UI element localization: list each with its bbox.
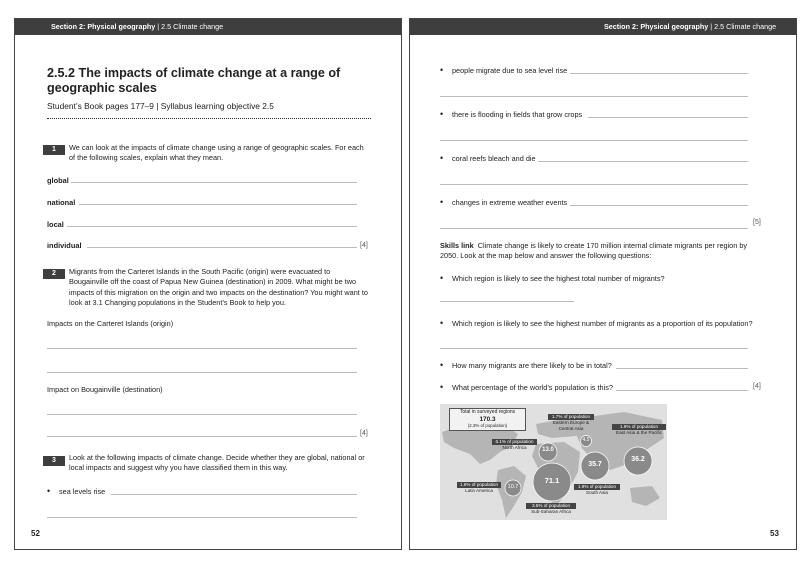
climate-migrants-map — [440, 404, 667, 520]
value-label: 36.2 — [631, 456, 645, 463]
scale-label-national: national — [47, 198, 76, 207]
impact-item: • people migrate due to sea level rise — [452, 66, 567, 75]
australia-shape — [630, 486, 660, 506]
impact-item: • coral reefs bleach and die — [452, 154, 536, 163]
value-label: 35.7 — [588, 461, 602, 468]
answer-line[interactable] — [588, 117, 748, 118]
header-section: Section 2: Physical geography | 2.5 Climate change — [604, 22, 777, 31]
skills-question: • Which region is likely to see the highest number of migrants as a proportion of its population? — [452, 319, 753, 328]
skills-link-label: Skills link — [440, 241, 474, 250]
header-section: Section 2: Physical geography | 2.5 Climate change — [51, 22, 224, 31]
marks-label: [4] — [360, 242, 368, 249]
question-3-text: Look at the following impacts of climate change. Decide whether they are global, national or local impacts and suggest why you have classified them in this way. — [69, 453, 365, 473]
answer-line[interactable] — [616, 390, 748, 391]
answer-line[interactable] — [47, 372, 357, 373]
skills-question: • What percentage of the world’s population is this? — [452, 383, 613, 392]
scale-label-local: local — [47, 220, 64, 229]
marks-label: [5] — [753, 219, 761, 226]
region-label-latin-america: 1.6% of population Latin America — [457, 482, 501, 494]
region-label-sub-saharan-africa: 3.5% of population Sub-Saharan Africa — [526, 503, 576, 515]
skills-question: • Which region is likely to see the highest total number of migrants? — [452, 274, 665, 283]
page-subtitle: Student’s Book pages 177–9 | Syllabus learning objective 2.5 — [47, 101, 274, 111]
answer-line[interactable] — [87, 247, 357, 248]
page-number: 53 — [770, 529, 779, 538]
impact-item: • changes in extreme weather events — [452, 198, 567, 207]
page-header — [410, 19, 796, 35]
region-label-north-africa: 6.1% of population North Africa — [492, 439, 537, 451]
origin-label: Impacts on the Carteret Islands (origin) — [47, 319, 174, 328]
value-label: 4.5 — [582, 437, 590, 443]
question-number-3: 3 — [43, 456, 65, 466]
question-number-2: 2 — [43, 269, 65, 279]
impact-item: • sea levels rise — [59, 487, 105, 496]
answer-line[interactable] — [111, 494, 357, 495]
page-header — [15, 19, 401, 35]
answer-line[interactable] — [67, 226, 357, 227]
left-page — [14, 18, 402, 550]
answer-line[interactable] — [47, 414, 357, 415]
answer-line[interactable] — [71, 182, 357, 183]
region-label-east-asia: 1.9% of population East Asia & the Pacific — [612, 424, 666, 436]
scale-label-individual: individual — [47, 241, 82, 250]
answer-line[interactable] — [616, 368, 748, 369]
skills-link-text: Skills link Climate change is likely to create 170 million internal climate migrants per region by 2050. Look at the map below and answer the following questions: — [440, 241, 748, 261]
destination-label: Impact on Bougainville (destination) — [47, 385, 163, 394]
value-label: 13.0 — [542, 447, 554, 453]
region-label-eastern-europe: 1.7% of population Eastern Europe & Central Asia — [548, 414, 594, 432]
answer-line[interactable] — [47, 348, 357, 349]
answer-line[interactable] — [440, 228, 748, 229]
map-total-box: Total in surveyed regions 170.3 (2.3% of population) — [449, 408, 526, 431]
question-number-1: 1 — [43, 145, 65, 155]
right-page — [409, 18, 797, 550]
region-label-south-asia: 1.9% of population South Asia — [574, 484, 620, 496]
answer-line[interactable] — [440, 301, 574, 302]
marks-label: [4] — [753, 383, 761, 390]
page-title: 2.5.2 The impacts of climate change at a range of geographic scales — [47, 66, 341, 95]
page-number: 52 — [31, 529, 40, 538]
question-2-text: Migrants from the Carteret Islands in the South Pacific (origin) were evacuated to Bougainville off the coast of Papua New Guinea (destination) in 2009. What might be two impacts of this migration on the origin and two impacts on the destination? You might want to look at 3.1 Changing populations in the Student’s Book to help you. — [69, 267, 368, 308]
title-divider — [47, 118, 371, 119]
answer-line[interactable] — [570, 73, 748, 74]
impact-item: • there is flooding in fields that grow crops — [452, 110, 582, 119]
marks-label: [4] — [360, 430, 368, 437]
answer-line[interactable] — [440, 348, 748, 349]
answer-line[interactable] — [538, 161, 748, 162]
answer-line[interactable] — [440, 184, 748, 185]
answer-line[interactable] — [79, 204, 357, 205]
answer-line[interactable] — [440, 96, 748, 97]
answer-line[interactable] — [440, 140, 748, 141]
value-label: 10.7 — [507, 484, 519, 490]
answer-line[interactable] — [47, 436, 357, 437]
value-label: 71.1 — [544, 476, 560, 485]
skills-question: • How many migrants are there likely to be in total? — [452, 361, 612, 370]
answer-line[interactable] — [47, 517, 357, 518]
scale-label-global: global — [47, 176, 69, 185]
question-1-text: We can look at the impacts of climate change using a range of geographic scales. For each of the following scales, explain what they mean. — [69, 143, 364, 163]
answer-line[interactable] — [570, 205, 748, 206]
